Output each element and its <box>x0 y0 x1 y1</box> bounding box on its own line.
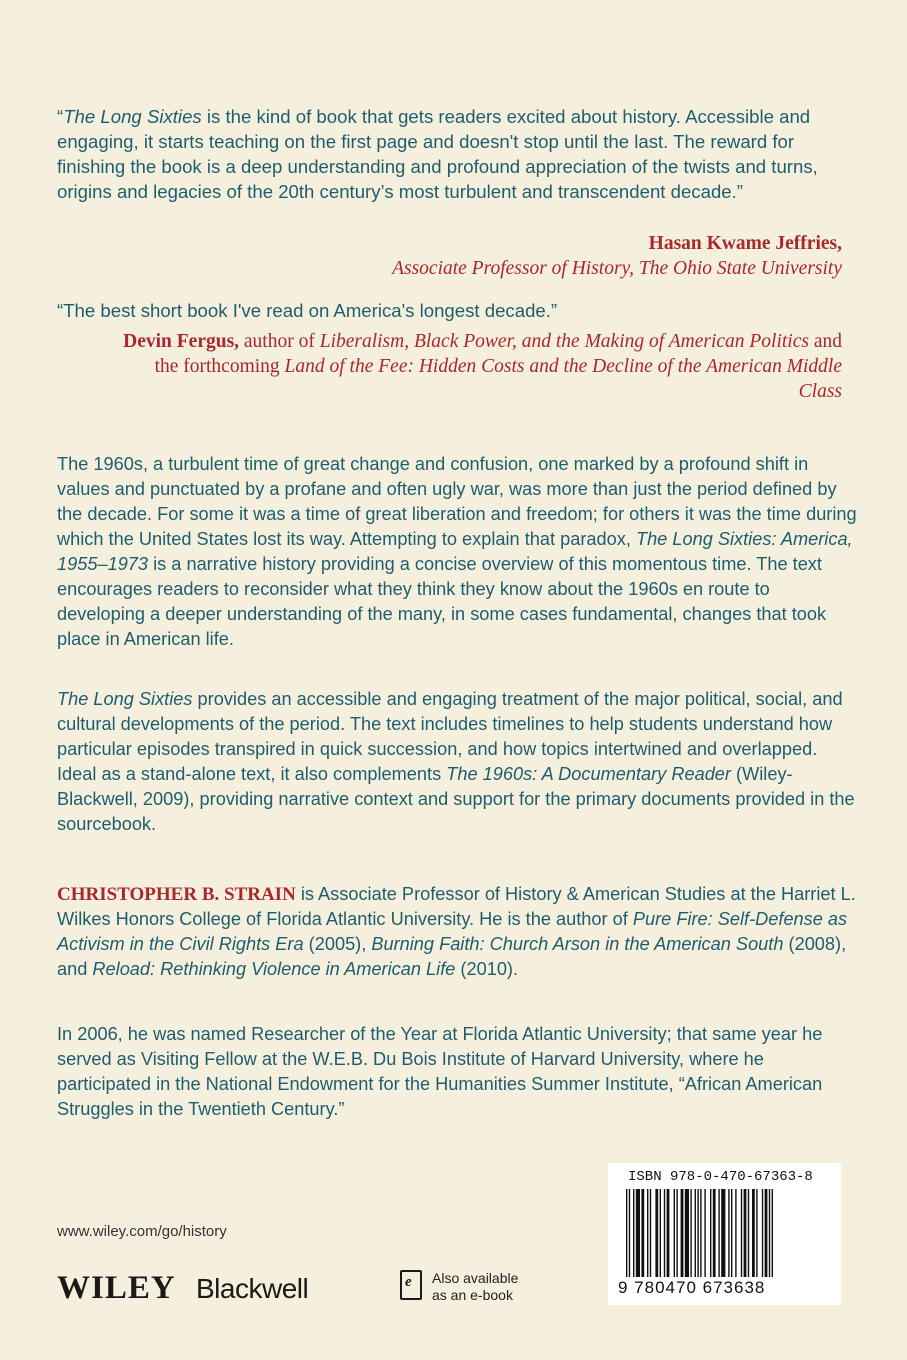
book-title: The 1960s: A Documentary Reader <box>446 764 731 784</box>
ebook-notice: Also available as an e-book <box>432 1270 519 1303</box>
barcode-bar <box>641 1189 644 1277</box>
barcode-bar <box>681 1189 684 1277</box>
book-title: Pure Fire: Self-Defense as Activism in the Civil Rights Era <box>57 909 848 954</box>
barcode-bar <box>626 1189 627 1277</box>
barcode-bar <box>710 1189 711 1277</box>
reviewer-name: Devin Fergus, <box>123 331 240 352</box>
barcode-bar <box>772 1189 773 1277</box>
barcode-bar <box>748 1189 749 1277</box>
barcode-bar <box>695 1189 696 1277</box>
quote-open: “ <box>57 106 64 127</box>
author-name: CHRISTOPHER B. STRAIN <box>57 884 296 905</box>
wiley-logo: WILEY <box>57 1270 176 1306</box>
description-paragraph-1: The 1960s, a turbulent time of great change and confusion, one marked by a profound shift in values and punctuated by a profane and often ugly war, was more than just the period defined by the decade. For some it was a time of great liberation and freedom; for others it was the time during which the United States lost its way. Attempting to explain that paradox, The Long Sixties: America, 1955–1973 is a narrative history providing a concise overview of this momentous time. The text encourages readers to reconsider what they think they know about the 1960s en route to developing a deeper understanding of the many, in some cases fundamental, changes that took place in American life. <box>57 454 857 649</box>
book-title: The Long Sixties <box>57 689 193 709</box>
barcode-bar <box>769 1189 770 1277</box>
barcode-bar <box>741 1189 742 1277</box>
blackwell-logo: Blackwell <box>196 1273 309 1304</box>
quote-body: is the kind of book that gets readers excited about history. Accessible and engaging, it starts teaching on the first page and doesn't stop until the last. The reward for finishing the book is a deep understanding and profound appreciation of the twists and turns, origins and legacies of the 20th century’s most turbulent and transcendent decade.” <box>57 106 818 202</box>
barcode-bar <box>655 1189 658 1277</box>
book-title: Reload: Rethinking Violence in American Life <box>92 959 456 979</box>
reviewer-name: Hasan Kwame Jeffries, <box>648 233 842 254</box>
barcode-bar <box>697 1189 698 1277</box>
publisher-url[interactable]: www.wiley.com/go/history <box>57 1223 227 1240</box>
barcode-bar <box>676 1189 677 1277</box>
quote-1-attribution <box>122 231 842 281</box>
review-quote-1 <box>57 104 847 204</box>
barcode-bar <box>629 1189 630 1277</box>
barcode-bar <box>685 1189 689 1277</box>
ebook-icon: e <box>400 1270 422 1300</box>
barcode-bar <box>728 1189 729 1277</box>
barcode-bar <box>718 1189 719 1277</box>
book-title: Liberalism, Black Power, and the Making of American Politics <box>319 331 809 352</box>
barcode-bar <box>762 1189 763 1277</box>
barcode <box>626 1189 826 1281</box>
barcode-bar <box>721 1189 725 1277</box>
barcode-bar <box>633 1189 634 1277</box>
barcode-bar <box>674 1189 675 1277</box>
barcode-bar <box>664 1189 665 1277</box>
review-quote-2: “The best short book I've read on America's longest decade.” <box>57 300 558 321</box>
book-title: Burning Faith: Church Arson in the American South <box>371 934 784 954</box>
barcode-bar <box>735 1189 736 1277</box>
barcode-bar <box>690 1189 691 1277</box>
barcode-bar <box>744 1189 747 1277</box>
isbn-label: ISBN 978-0-470-67363-8 <box>628 1169 813 1185</box>
barcode-bar <box>765 1189 768 1277</box>
author-bio-2: In 2006, he was named Researcher of the Year at Florida Atlantic University; that same year he served as Visiting Fellow at the W.E.B. Du Bois Institute of Harvard University, where he participated in the National Endowment for the Humanities Summer Institute, “African American Struggles in the Twentieth Century.” <box>57 1024 823 1119</box>
author-bio: CHRISTOPHER B. STRAIN is Associate Professor of History & American Studies at the Harriet L. Wilkes Honors College of Florida Atlantic University. He is the author of Pure Fire: Self-Defense as Activism in the Civil Rights Era (2005), Burning Faith: Church Arson in the American South (2008), and Reload: Rethinking Violence in American Life (2010). <box>57 884 856 979</box>
book-title: Land of the Fee: Hidden Costs and the Decline of the American Middle Class <box>284 356 842 402</box>
barcode-bar <box>660 1189 661 1277</box>
barcode-bar <box>647 1189 648 1277</box>
barcode-bar <box>700 1189 701 1277</box>
barcode-bar <box>704 1189 705 1277</box>
barcode-bar <box>756 1189 757 1277</box>
description-paragraph-2: The Long Sixties provides an accessible and engaging treatment of the major political, social, and cultural developments of the period. The text includes timelines to help students understand how particular episodes transpired in quick succession, and how topics intertwined and overlapped. Ideal as a stand-alone text, it also complements The 1960s: A Documentary Reader (Wiley-Blackwell, 2009), providing narrative context and support for the primary documents provided in the sourcebook. <box>57 689 855 834</box>
book-title: The Long Sixties: America, 1955–1973 <box>57 529 853 574</box>
barcode-digits: 9 780470 673638 <box>618 1278 766 1297</box>
barcode-bar <box>713 1189 716 1277</box>
barcode-bar <box>650 1189 651 1277</box>
barcode-bar <box>731 1189 732 1277</box>
barcode-panel <box>608 1163 841 1305</box>
reviewer-role: Associate Professor of History, The Ohio State University <box>392 258 842 279</box>
quote-2-attribution: Devin Fergus, author of Liberalism, Black Power, and the Making of American Politics and the forthcoming Land of the Fee: Hidden Costs and the Decline of the American Middle Class <box>123 331 842 402</box>
barcode-bar <box>752 1189 755 1277</box>
barcode-bar <box>636 1189 640 1277</box>
book-title: The Long Sixties <box>63 106 202 127</box>
barcode-bar <box>667 1189 670 1277</box>
